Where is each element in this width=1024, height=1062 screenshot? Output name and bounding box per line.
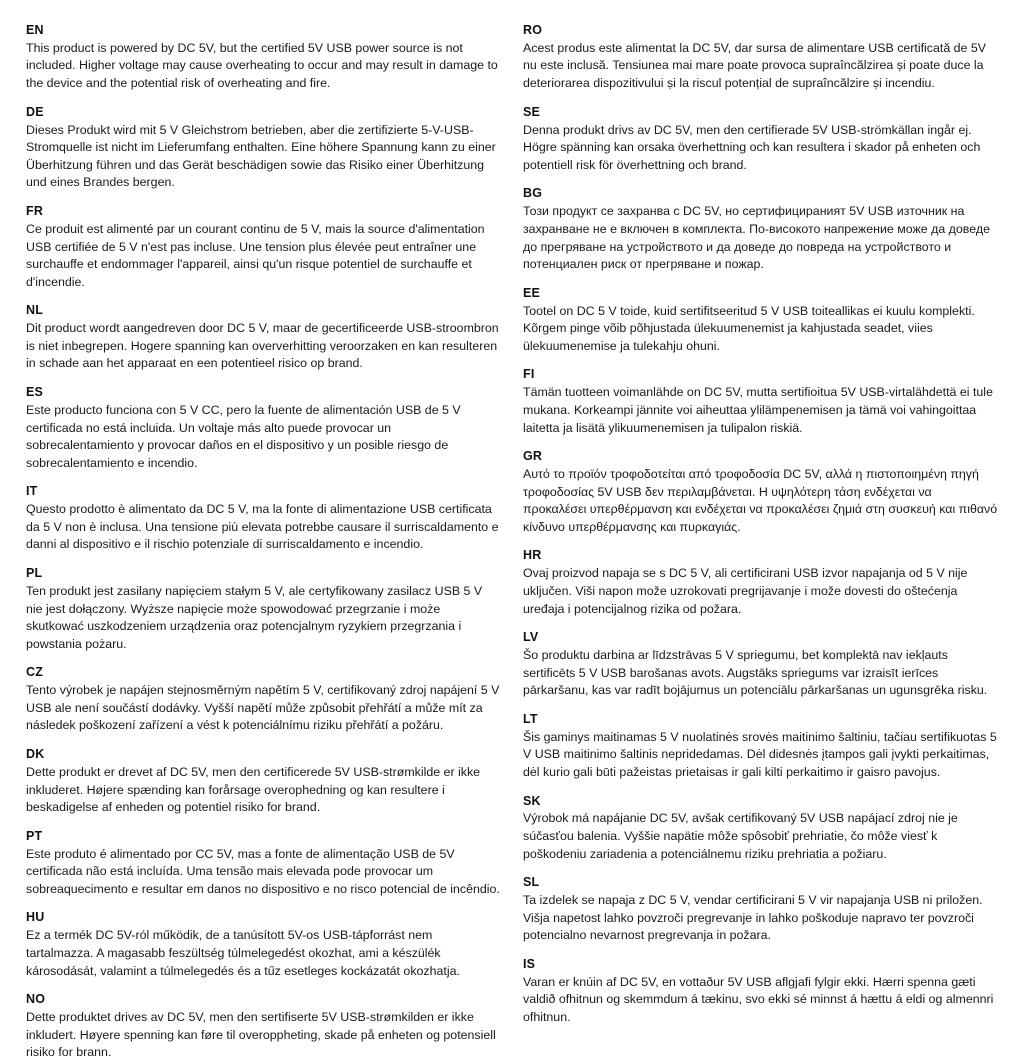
language-entry-pt [26, 828, 501, 899]
language-text: Този продукт се захранва с DC 5V, но сертифицираният 5V USB източник на захранване не е включен в комплекта. По-високото напрежение може да доведе до прегряване на устройството и да доведе до повреда на устройството и потенциален риск от прегряване и пожар. [523, 204, 990, 272]
language-code: DK [26, 747, 45, 762]
language-text: Dieses Produkt wird mit 5 V Gleichstrom betrieben, aber die zertifizierte 5-V-USB-Stromquelle ist nicht im Lieferumfang enthalten. Eine höhere Spannung kann zu einer Überhitzung führen und das Gerät beschädigen sowie das Risiko einer Überhitzung und eines Brandes bergen. [26, 122, 496, 190]
language-text: Ta izdelek se napaja z DC 5 V, vendar certificirani 5 V vir napajanja USB ni priložen. Višja napetost lahko povzroči pregrevanje in lahko poškoduje napravo ter povzroči potencialno nevarnost pregrevanja in požara. [523, 893, 983, 943]
left-column [26, 22, 501, 1060]
language-text: Výrobok má napájanie DC 5V, avšak certifikovaný 5V USB napájací zdroj nie je súčasťou balenia. Vyššie napätie môže spôsobiť prehriatie, čo môže viesť k poškodeniu zariadenia a potenciálnemu riziku prehriatia a požiaru. [523, 811, 958, 861]
language-code: PL [26, 566, 43, 581]
language-entry-en [26, 22, 501, 93]
language-entry-fi [523, 366, 998, 437]
language-text: Tootel on DC 5 V toide, kuid sertifitseeritud 5 V USB toiteallikas ei kuulu komplekti. Kõrgem pinge võib põhjustada ülekuumenemist ja kahjustada seadet, viies ülekuumenemise ja tulekahju ohuni. [523, 303, 975, 353]
language-text: Dette produktet drives av DC 5V, men den sertifiserte 5V USB-strømkilden er ikke inkludert. Høyere spenning kan føre til overoppheting, skade på enheten og potensiell risiko for brann. [26, 1010, 496, 1060]
language-entry-sk [523, 793, 998, 864]
language-code: ES [26, 385, 44, 400]
language-code: NO [26, 992, 46, 1007]
language-text: Ez a termék DC 5V-ról működik, de a tanúsított 5V-os USB-tápforrást nem tartalmazza. A magasabb feszültség túlmelegedést okozhat, ami a készülék károsodását, valamint a túlmelegedés és a tűz esetleges kockázatát okozhatja. [26, 928, 460, 978]
language-text: Este produto é alimentado por CC 5V, mas a fonte de alimentação USB de 5V certificada não está incluída. Uma tensão mais elevada pode provocar um sobreaquecimento e resultar em danos no dispositivo e no risco potencial de incêndio. [26, 846, 500, 896]
language-code: BG [523, 186, 543, 201]
language-entry-hr [523, 547, 998, 618]
language-text: This product is powered by DC 5V, but the certified 5V USB power source is not included. Higher voltage may cause overheating to occur and may result in damage to the device and the potential risk of overheating and fire. [26, 40, 498, 91]
language-entry-no [26, 991, 501, 1062]
language-code: LV [523, 630, 539, 645]
language-text: Dette produkt er drevet af DC 5V, men den certificerede 5V USB-strømkilde er ikke inkluderet. Højere spænding kan forårsage overophedning og kan resultere i beskadigelse af enheden og potentiel risiko for brand. [26, 764, 481, 815]
language-code: DE [26, 104, 44, 119]
language-entry-es [26, 384, 501, 472]
language-code: GR [523, 449, 543, 464]
language-entry-pl [26, 565, 501, 653]
language-code: PT [26, 828, 43, 843]
language-entry-dk [26, 746, 501, 817]
language-code: FR [26, 204, 44, 219]
language-entry-nl [26, 302, 501, 373]
language-entry-is [523, 956, 998, 1027]
language-code: IS [523, 956, 536, 971]
language-code: SL [523, 875, 540, 890]
language-entry-hu [26, 909, 501, 980]
language-entry-fr [26, 203, 501, 291]
language-entry-gr [523, 448, 998, 536]
language-text: Αυτό το προϊόν τροφοδοτείται από τροφοδοσία DC 5V, αλλά η πιστοποιημένη πηγή τροφοδοσίας 5V USB δεν περιλαμβάνεται. Η υψηλότερη τάση ενδέχεται να προκαλέσει υπερθέρμανση και ενδέχεται να προκαλέσει ζημιά στη συσκευή και πιθανό κίνδυνο υπερθέρμανσης και πυρκαγιάς. [523, 467, 998, 534]
language-entry-ee [523, 285, 998, 356]
language-code: HU [26, 910, 45, 925]
language-code: LT [523, 711, 538, 726]
language-text: Questo prodotto è alimentato da DC 5 V, ma la fonte di alimentazione USB certificata da 5 V non è inclusa. Una tensione più elevata potrebbe causare il surriscaldamento e danni al dispositivo e il rischio potenziale di surriscaldamento e incendio. [26, 502, 499, 552]
language-text: Šo produktu darbina ar līdzstrāvas 5 V spriegumu, bet komplektā nav iekļauts sertificēts 5 V USB barošanas avots. Augstāks spriegums var izraisīt ierīces pārkaršanu, kas var radīt bojājumus un potenciālu pārkaršanas un ugunsgrēka risku. [523, 648, 988, 698]
language-entry-ro [523, 22, 998, 93]
language-code: RO [523, 23, 543, 37]
language-text: Este producto funciona con 5 V CC, pero la fuente de alimentación USB de 5 V certificada no está incluida. Un voltaje más alto puede provocar un sobrecalentamiento y provocar daños en el dispositivo y un posible riesgo de sobrecalentamiento e incendio. [26, 402, 461, 470]
language-entry-it [26, 483, 501, 554]
language-text: Ten produkt jest zasilany napięciem stałym 5 V, ale certyfikowany zasilacz USB 5 V nie jest dołączony. Wyższe napięcie może spowodować przegrzanie i może skutkować uszkodzeniem urządzenia oraz potencjalnym ryzykiem przegrzania i powstania pożaru. [26, 583, 483, 651]
language-text: Šis gaminys maitinamas 5 V nuolatinės srovės maitinimo šaltiniu, tačiau sertifikuotas 5 V USB maitinimo šaltinis nepridedamas. Dėl didesnės įtampos gali įvykti perkaitimas, dėl kurio gali būti pažeistas prietaisas ir gali kilti perkaitimo ir gaisro pavojus. [523, 729, 997, 779]
language-entry-lv [523, 629, 998, 700]
right-column [523, 22, 998, 1025]
language-text: Dit product wordt aangedreven door DC 5 V, maar de gecertificeerde USB-stroombron is niet inbegrepen. Hogere spanning kan oververhitting veroorzaken en kan resulteren in schade aan het apparaat en een potentieel risico op brand. [26, 321, 499, 371]
language-code: CZ [26, 665, 44, 680]
language-entry-cz [26, 664, 501, 735]
language-entry-lt [523, 711, 998, 782]
language-text: Ovaj proizvod napaja se s DC 5 V, ali certificirani USB izvor napajanja od 5 V nije uključen. Viši napon može uzrokovati pregrijavanje i može dovesti do oštećenja uređaja i potencijalnog rizika od požara. [523, 566, 968, 616]
language-text: Ce produit est alimenté par un courant continu de 5 V, mais la source d'alimentation USB certifiée de 5 V n'est pas incluse. Une tension plus élevée peut entraîner une surchauffe et endommager l'appareil, ainsi qu'un risque potentiel de surchauffe et d'incendie. [26, 221, 485, 289]
language-entry-bg [523, 185, 998, 273]
language-entry-de [26, 104, 501, 192]
language-text: Tämän tuotteen voimanlähde on DC 5V, mutta sertifioitua 5V USB-virtalähdettä ei tule mukana. Korkeampi jännite voi aiheuttaa ylilämpenemisen ja tämä voi vahingoittaa laitetta ja lisätä ylikuumenemisen ja tulipalon riskiä. [523, 385, 993, 435]
language-code: HR [523, 548, 542, 563]
language-entry-sl [523, 874, 998, 945]
language-code: EE [523, 285, 541, 300]
language-text: Tento výrobek je napájen stejnosměrným napětím 5 V, certifikovaný zdroj napájení 5 V USB ale není součástí dodávky. Vyšší napětí může způsobit přehřátí a může mít za následek poškození zařízení a vést k potenciálnímu riziku přehřátí a požáru. [26, 683, 500, 733]
language-code: NL [26, 303, 44, 318]
language-text: Denna produkt drivs av DC 5V, men den certifierade 5V USB-strömkällan ingår ej. Högre spänning kan orsaka överhettning och kan resultera i skador på enheten och potentiell risk för överhettning och brand. [523, 122, 981, 172]
language-code: IT [26, 484, 38, 499]
language-entry-se [523, 104, 998, 175]
language-code: SK [523, 793, 541, 808]
language-code: FI [523, 367, 535, 382]
language-text: Acest produs este alimentat la DC 5V, dar sursa de alimentare USB certificată de 5V nu este inclusă. Tensiunea mai mare poate provoca supraîncălzirea și poate duce la deteriorarea dispozitivului și la riscul potențial de supraîncălzire și incendiu. [523, 40, 987, 91]
language-text: Varan er knúin af DC 5V, en vottaður 5V USB aflgjafi fylgir ekki. Hærri spenna gæti valdið ofhitnun og skemmdum á tækinu, svo ekki sé minnst á hættu á eldi og almennri ofhitnun. [523, 974, 994, 1025]
language-code: EN [26, 23, 44, 37]
language-code: SE [523, 104, 541, 119]
